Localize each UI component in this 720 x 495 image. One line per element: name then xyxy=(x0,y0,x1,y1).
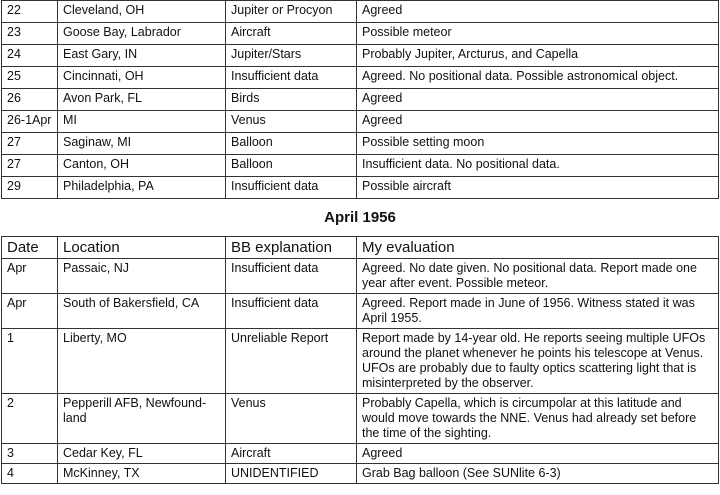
cell-location: Saginaw, MI xyxy=(58,133,226,155)
cell-date: 2 xyxy=(2,394,58,444)
cell-location: Goose Bay, Labrador xyxy=(58,23,226,45)
table-row xyxy=(2,1,719,23)
cell-evaluation: Agreed xyxy=(357,444,719,464)
table-row xyxy=(2,111,719,133)
cell-evaluation: Probably Capella, which is circumpolar at this latitude and would move towards the NNE. Venus had already set before the time of the sighting. xyxy=(357,394,719,444)
cell-date: Apr xyxy=(2,259,58,294)
header-date: Date xyxy=(2,237,58,259)
cell-evaluation: Report made by 14-year old. He reports seeing multiple UFOs around the planet whenever he points his telescope at Venus. UFOs are probably due to faulty optics scattering light that is misinterpreted by the observer. xyxy=(357,329,719,394)
cell-bb-explanation: Venus xyxy=(226,394,357,444)
cell-location: Cincinnati, OH xyxy=(58,67,226,89)
cell-date: Apr xyxy=(2,294,58,329)
cell-location: Canton, OH xyxy=(58,155,226,177)
march-table-body xyxy=(2,1,719,199)
cell-location: East Gary, IN xyxy=(58,45,226,67)
cell-date: 4 xyxy=(2,464,58,484)
table-row xyxy=(2,444,719,464)
cell-location: Pepperill AFB, Newfound-land xyxy=(58,394,226,444)
cell-evaluation: Agreed. Report made in June of 1956. Witness stated it was April 1955. xyxy=(357,294,719,329)
table-row xyxy=(2,133,719,155)
cell-evaluation: Agreed. No date given. No positional data. Report made one year after event. Possible meteor. xyxy=(357,259,719,294)
cell-bb-explanation: Jupiter or Procyon xyxy=(226,1,357,23)
cell-location: Cleveland, OH xyxy=(58,1,226,23)
cell-bb-explanation: Aircraft xyxy=(226,444,357,464)
cell-evaluation: Insufficient data. No positional data. xyxy=(357,155,719,177)
cell-evaluation: Agreed xyxy=(357,111,719,133)
cell-location: Philadelphia, PA xyxy=(58,177,226,199)
cell-evaluation: Possible setting moon xyxy=(357,133,719,155)
cell-location: McKinney, TX xyxy=(58,464,226,484)
table-row xyxy=(2,89,719,111)
april-sightings-table xyxy=(1,236,719,484)
cell-evaluation: Probably Jupiter, Arcturus, and Capella xyxy=(357,45,719,67)
table-row xyxy=(2,45,719,67)
table-row xyxy=(2,294,719,329)
table-row xyxy=(2,177,719,199)
cell-bb-explanation: Insufficient data xyxy=(226,67,357,89)
cell-evaluation: Agreed xyxy=(357,1,719,23)
cell-bb-explanation: Insufficient data xyxy=(226,294,357,329)
cell-date: 22 xyxy=(2,1,58,23)
cell-location: Cedar Key, FL xyxy=(58,444,226,464)
cell-bb-explanation: Unreliable Report xyxy=(226,329,357,394)
cell-evaluation: Grab Bag balloon (See SUNlite 6-3) xyxy=(357,464,719,484)
header-location: Location xyxy=(58,237,226,259)
cell-bb-explanation: Birds xyxy=(226,89,357,111)
cell-date: 1 xyxy=(2,329,58,394)
table-row xyxy=(2,155,719,177)
cell-location: Passaic, NJ xyxy=(58,259,226,294)
cell-date: 26 xyxy=(2,89,58,111)
cell-date: 27 xyxy=(2,155,58,177)
section-heading: April 1956 xyxy=(324,209,396,226)
cell-location: South of Bakersfield, CA xyxy=(58,294,226,329)
cell-evaluation: Possible meteor xyxy=(357,23,719,45)
table-row xyxy=(2,67,719,89)
cell-bb-explanation: Balloon xyxy=(226,133,357,155)
cell-evaluation: Agreed. No positional data. Possible astronomical object. xyxy=(357,67,719,89)
cell-date: 3 xyxy=(2,444,58,464)
cell-date: 27 xyxy=(2,133,58,155)
cell-location: MI xyxy=(58,111,226,133)
cell-bb-explanation: Insufficient data xyxy=(226,259,357,294)
cell-evaluation: Agreed xyxy=(357,89,719,111)
table-row xyxy=(2,329,719,394)
cell-date: 26-1Apr xyxy=(2,111,58,133)
cell-date: 25 xyxy=(2,67,58,89)
cell-bb-explanation: Balloon xyxy=(226,155,357,177)
table-header-row xyxy=(2,237,719,259)
cell-date: 24 xyxy=(2,45,58,67)
april-table-body xyxy=(2,259,719,484)
cell-location: Liberty, MO xyxy=(58,329,226,394)
table-row xyxy=(2,259,719,294)
header-bb-explanation: BB explanation xyxy=(226,237,357,259)
table-row xyxy=(2,23,719,45)
cell-bb-explanation: Insufficient data xyxy=(226,177,357,199)
table-row xyxy=(2,394,719,444)
cell-bb-explanation: Aircraft xyxy=(226,23,357,45)
cell-location: Avon Park, FL xyxy=(58,89,226,111)
cell-evaluation: Possible aircraft xyxy=(357,177,719,199)
cell-bb-explanation: UNIDENTIFIED xyxy=(226,464,357,484)
header-my-evaluation: My evaluation xyxy=(357,237,719,259)
cell-bb-explanation: Jupiter/Stars xyxy=(226,45,357,67)
table-row xyxy=(2,464,719,484)
march-sightings-table xyxy=(1,0,719,199)
cell-bb-explanation: Venus xyxy=(226,111,357,133)
cell-date: 23 xyxy=(2,23,58,45)
cell-date: 29 xyxy=(2,177,58,199)
